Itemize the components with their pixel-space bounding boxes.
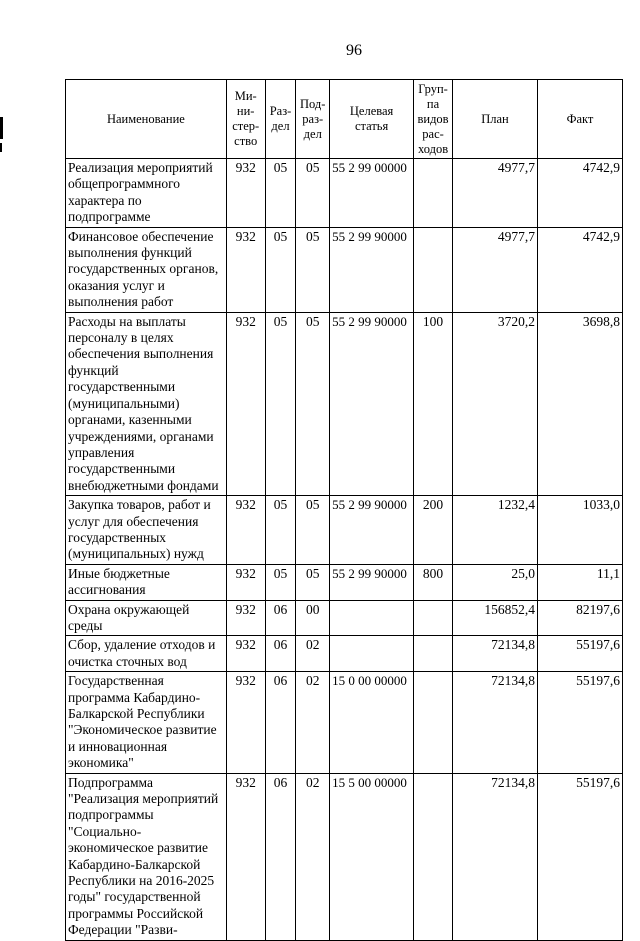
cell-ministry: 932 [226,773,265,940]
cell-fact: 11,1 [537,564,622,600]
cell-ministry: 932 [226,600,265,636]
cell-fact: 4742,9 [537,159,622,228]
cell-fact: 3698,8 [537,312,622,495]
cell-target [330,600,414,636]
header-plan [453,80,538,159]
cell-target [330,636,414,672]
cell-section: 06 [265,672,296,773]
header-fact-label: Факт [566,111,594,126]
cell-plan: 1232,4 [453,496,538,565]
header-target-label: Целевая статья [349,104,394,133]
cell-group [414,159,453,228]
table-row [66,564,623,600]
header-name-label: Наименование [106,111,185,126]
cell-target: 55 2 99 90000 [330,227,414,312]
header-name [66,80,227,159]
header-section [265,80,296,159]
cell-subsection: 00 [296,600,330,636]
cell-subsection: 05 [296,159,330,228]
table-row [66,636,623,672]
cell-section: 05 [265,496,296,565]
cell-group: 800 [414,564,453,600]
cell-plan: 72134,8 [453,773,538,940]
cell-ministry: 932 [226,312,265,495]
cell-subsection: 05 [296,312,330,495]
table-row [66,312,623,495]
table-row [66,227,623,312]
cell-ministry: 932 [226,159,265,228]
cell-name: Сбор, удаление отходов и очистка сточных вод [66,636,227,672]
cell-fact: 55197,6 [537,773,622,940]
page-number: 96 [346,42,362,59]
cell-fact: 55197,6 [537,672,622,773]
table-header-row [66,80,623,159]
table-row [66,773,623,940]
cell-name: Реализация мероприятий общепрограммного характера по подпрограмме [66,159,227,228]
header-group-label: Груп- па видов рас- ходов [417,81,449,156]
cell-plan: 156852,4 [453,600,538,636]
scan-mark [0,117,3,139]
cell-section: 06 [265,600,296,636]
cell-group [414,773,453,940]
cell-plan: 4977,7 [453,159,538,228]
cell-name: Государственная программа Кабардино-Балкарской Республики "Экономическое развитие и инновационная экономика" [66,672,227,773]
header-subsection-label: Под- раз- дел [300,96,326,141]
header-section-label: Раз- дел [269,104,292,133]
cell-subsection: 05 [296,227,330,312]
cell-plan: 25,0 [453,564,538,600]
table-row [66,159,623,228]
cell-subsection: 05 [296,564,330,600]
cell-section: 06 [265,773,296,940]
cell-section: 05 [265,564,296,600]
cell-group [414,600,453,636]
cell-plan: 72134,8 [453,636,538,672]
cell-section: 05 [265,312,296,495]
header-target [330,80,414,159]
cell-section: 06 [265,636,296,672]
cell-name: Подпрограмма "Реализация мероприятий подпрограммы "Социально-экономическое развитие Кабардино-Балкарской Республики на 2016-2025 годы" государственной программы Российской Федерации "Разви- [66,773,227,940]
cell-fact: 82197,6 [537,600,622,636]
cell-fact: 55197,6 [537,636,622,672]
cell-target: 55 2 99 90000 [330,496,414,565]
cell-group: 100 [414,312,453,495]
cell-group: 200 [414,496,453,565]
scan-mark [0,143,2,152]
cell-subsection: 02 [296,636,330,672]
cell-subsection: 02 [296,773,330,940]
cell-target: 15 0 00 00000 [330,672,414,773]
header-plan-label: План [481,111,509,126]
cell-ministry: 932 [226,672,265,773]
header-ministry [226,80,265,159]
cell-section: 05 [265,227,296,312]
cell-target: 55 2 99 90000 [330,312,414,495]
cell-ministry: 932 [226,227,265,312]
table-row [66,672,623,773]
header-fact [537,80,622,159]
cell-target: 55 2 99 90000 [330,564,414,600]
cell-plan: 3720,2 [453,312,538,495]
cell-name: Закупка товаров, работ и услуг для обеспечения государственных (муниципальных) нужд [66,496,227,565]
table-row [66,496,623,565]
cell-name: Иные бюджетные ассигнования [66,564,227,600]
cell-subsection: 05 [296,496,330,565]
budget-table [65,79,623,941]
table-row [66,600,623,636]
cell-name: Расходы на выплаты персоналу в целях обеспечения выполнения функций государственными (муниципальными) органами, казенными учреждениями, органами управления государственными внебюджетными фондами [66,312,227,495]
cell-group [414,672,453,773]
cell-ministry: 932 [226,564,265,600]
cell-target: 55 2 99 00000 [330,159,414,228]
cell-section: 05 [265,159,296,228]
cell-ministry: 932 [226,636,265,672]
header-ministry-label: Ми- ни- стер- ство [232,89,260,148]
header-subsection [296,80,330,159]
cell-group [414,636,453,672]
cell-fact: 4742,9 [537,227,622,312]
cell-target: 15 5 00 00000 [330,773,414,940]
cell-plan: 4977,7 [453,227,538,312]
cell-group [414,227,453,312]
cell-subsection: 02 [296,672,330,773]
header-group [414,80,453,159]
cell-name: Охрана окружающей среды [66,600,227,636]
cell-plan: 72134,8 [453,672,538,773]
cell-name: Финансовое обеспечение выполнения функций государственных органов, оказания услуг и выполнения работ [66,227,227,312]
cell-fact: 1033,0 [537,496,622,565]
cell-ministry: 932 [226,496,265,565]
